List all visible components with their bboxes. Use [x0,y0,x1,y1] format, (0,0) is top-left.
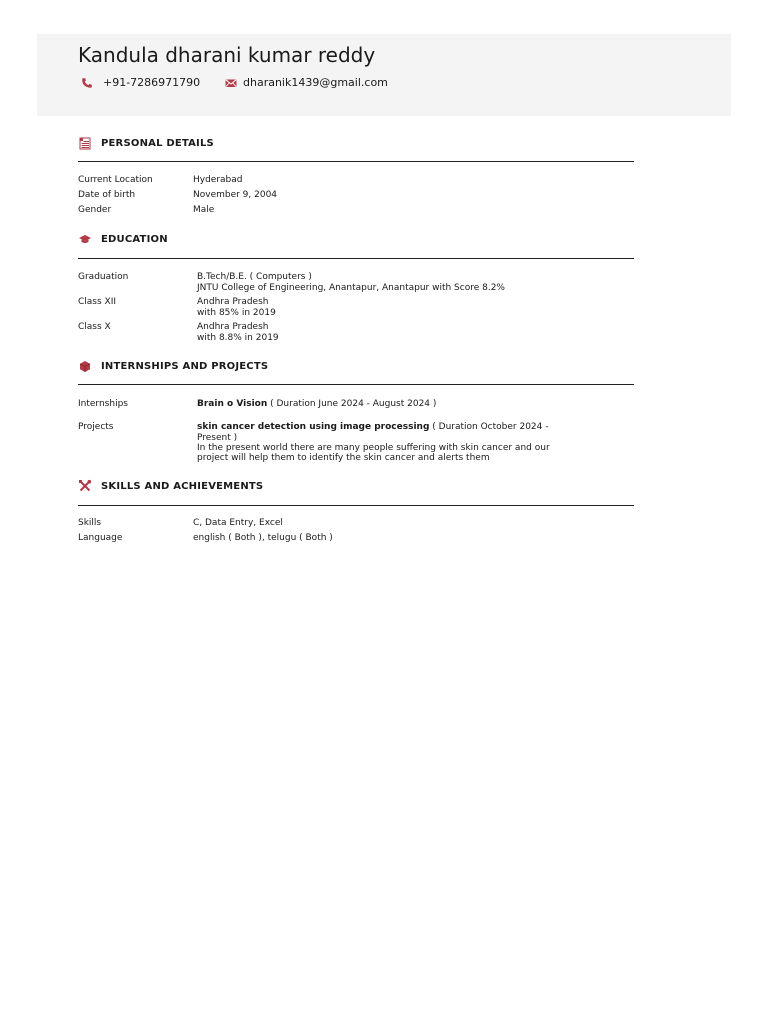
project-name: skin cancer detection using image processing [197,422,430,432]
section-title: PERSONAL DETAILS [101,137,214,149]
phone-icon [81,77,93,89]
email-contact[interactable] [225,76,388,89]
field-value: Hyderabad [193,175,243,185]
education-detail [197,272,505,293]
education-level: Graduation [78,272,129,282]
envelope-icon [225,77,237,89]
cube-icon [78,359,92,373]
section-title: SKILLS AND ACHIEVEMENTS [101,480,264,492]
field-value: November 9, 2004 [193,190,278,200]
education-detail [197,322,279,343]
education-detail [197,297,276,318]
tools-icon [78,479,92,493]
candidate-name: Kandula dharani kumar reddy [78,43,376,67]
section-title: EDUCATION [101,233,168,245]
internships-label: Internships [78,399,128,409]
project-duration: ( Duration October 2024 - [429,422,549,432]
education-line-2: JNTU College of Engineering, Anantapur, Anantapur with Score 8.2% [197,282,505,293]
field-label: Skills [78,518,102,528]
id-card-icon [78,136,92,150]
projects-label: Projects [78,422,114,432]
internship-duration: ( Duration June 2024 - August 2024 ) [267,399,437,409]
resume-header [37,34,731,116]
education-level: Class X [78,322,111,332]
field-value: C, Data Entry, Excel [193,518,283,528]
section-title: INTERNSHIPS AND PROJECTS [101,360,269,372]
field-label: Date of birth [78,190,136,200]
field-label: Language [78,533,123,543]
email-address: dharanik1439@gmail.com [243,76,388,89]
education-level: Class XII [78,297,117,307]
education-line-2: with 8.8% in 2019 [197,332,279,343]
internship-name: Brain o Vision [197,399,268,409]
internship-entry [197,399,436,410]
section-divider [78,258,634,259]
graduation-cap-icon [78,232,92,246]
education-line-1: Andhra Pradesh [197,297,269,307]
projects-heading [78,356,634,376]
project-description: In the present world there are many people suffering with skin cancer and our project will help them to identify the skin cancer and alerts them [197,443,550,463]
education-line-1: B.Tech/B.E. ( Computers ) [197,272,312,282]
field-value: english ( Both ), telugu ( Both ) [193,533,333,543]
section-divider [78,161,634,162]
section-divider [78,505,634,506]
education-line-1: Andhra Pradesh [197,322,269,332]
field-label: Gender [78,205,112,215]
project-entry [197,422,548,443]
project-duration-end: Present ) [197,432,238,443]
section-divider [78,384,634,385]
personal-details-heading [78,133,634,153]
field-label: Current Location [78,175,153,185]
skills-heading [78,476,634,496]
education-heading [78,229,634,249]
phone-contact[interactable] [81,76,200,89]
phone-number: +91-7286971790 [103,76,201,89]
field-value: Male [193,205,215,215]
education-line-2: with 85% in 2019 [197,307,276,318]
